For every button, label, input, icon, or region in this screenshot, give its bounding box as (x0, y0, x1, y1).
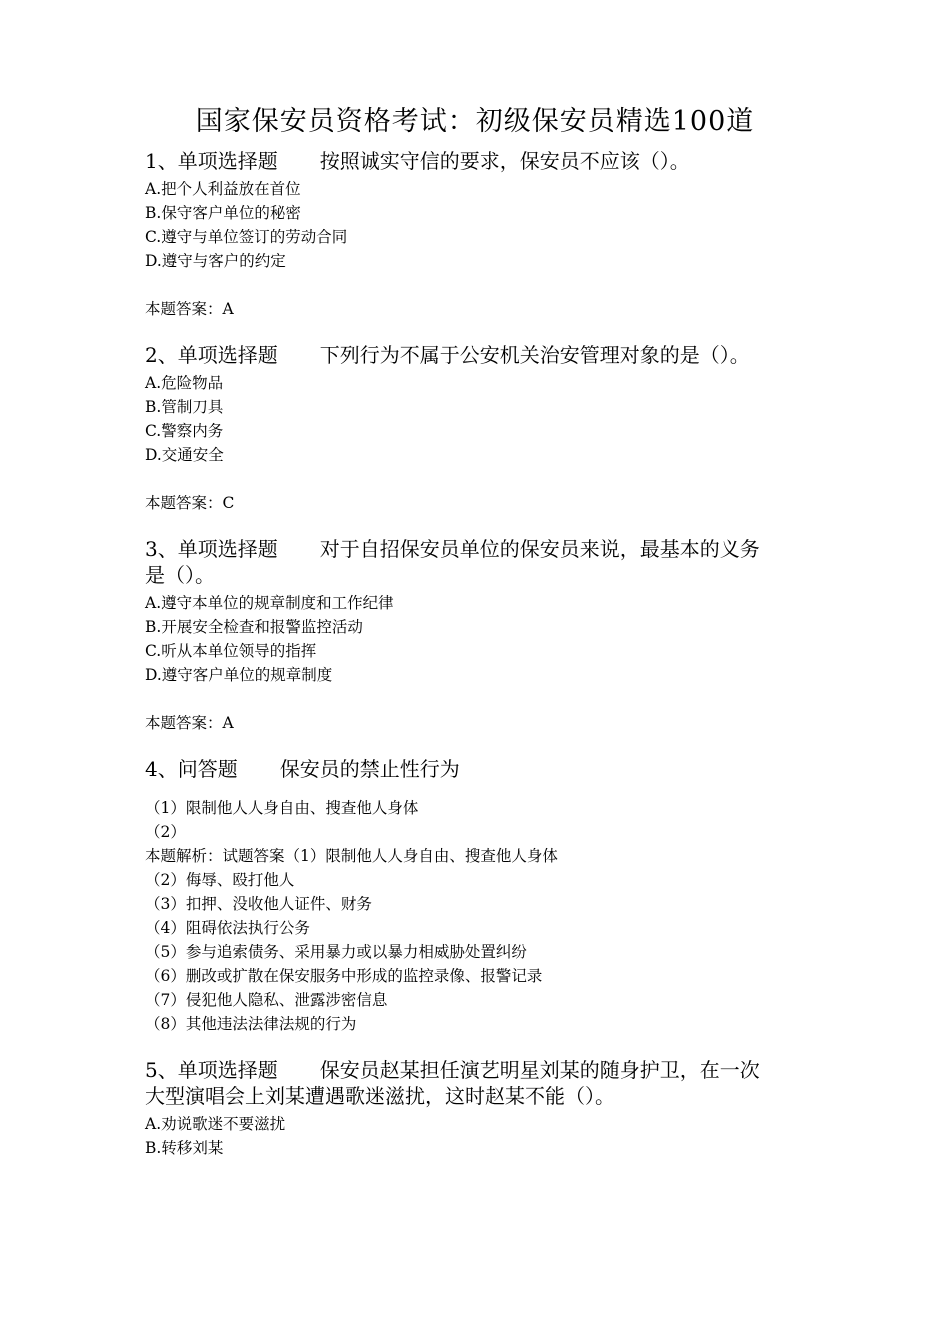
explanation-line: （2） (145, 823, 186, 841)
answer-text: 本题答案：A (145, 300, 234, 318)
question-number: 4、 (145, 757, 178, 781)
option-list (145, 591, 810, 687)
question-text-continued: 是（）。 (145, 563, 215, 587)
option-list (145, 371, 810, 467)
option-a: A.把个人利益放在首位 (145, 180, 301, 198)
question-type: 单项选择题 (177, 343, 278, 367)
answer-text: 本题答案：A (145, 714, 234, 732)
question-1 (145, 148, 810, 321)
option-list (145, 177, 810, 273)
question-heading (145, 756, 810, 782)
option-a: A.遵守本单位的规章制度和工作纪律 (145, 594, 394, 612)
option-a: A.危险物品 (145, 374, 224, 392)
question-heading (145, 148, 810, 174)
answer-explanation (145, 796, 810, 1036)
question-list (145, 148, 810, 1160)
question-text: 下列行为不属于公安机关治安管理对象的是（）。 (319, 343, 750, 367)
answer-text: 本题答案：C (145, 494, 235, 512)
question-text: 保安员赵某担任演艺明星刘某的随身护卫，在一次 (319, 1058, 760, 1082)
question-text: 保安员的禁止性行为 (279, 757, 460, 781)
question-text-continued: 大型演唱会上刘某遭遇歌迷滋扰，这时赵某不能（）。 (145, 1084, 615, 1108)
option-b: B.管制刀具 (145, 398, 224, 416)
question-2 (145, 342, 810, 515)
question-5 (145, 1057, 810, 1160)
option-c: C.遵守与单位签订的劳动合同 (145, 228, 348, 246)
explanation-line: （7）侵犯他人隐私、泄露涉密信息 (145, 991, 388, 1009)
question-4 (145, 756, 810, 1036)
option-c: C.听从本单位领导的指挥 (145, 642, 317, 660)
explanation-line: 本题解析：试题答案（1）限制他人人身自由、搜查他人身体 (145, 847, 558, 865)
option-b: B.保守客户单位的秘密 (145, 204, 301, 222)
option-c: C.警察内务 (145, 422, 224, 440)
document-title: 国家保安员资格考试：初级保安员精选100道 (195, 106, 755, 137)
explanation-line: （8）其他违法法律法规的行为 (145, 1015, 357, 1033)
explanation-line: （1）限制他人人身自由、搜查他人身体 (145, 799, 419, 817)
question-number: 5、 (145, 1058, 178, 1082)
option-d: D.交通安全 (145, 446, 224, 464)
option-b: B.转移刘某 (145, 1139, 224, 1157)
question-type: 问答题 (177, 757, 238, 781)
question-number: 1、 (145, 149, 178, 173)
question-heading (145, 342, 810, 368)
question-type: 单项选择题 (177, 149, 278, 173)
option-a: A.劝说歌迷不要滋扰 (145, 1115, 286, 1133)
explanation-line: （3）扣押、没收他人证件、财务 (145, 895, 372, 913)
explanation-line: （6）删改或扩散在保安服务中形成的监控录像、报警记录 (145, 967, 543, 985)
option-list (145, 1112, 810, 1160)
question-3 (145, 536, 810, 735)
explanation-line: （2）侮辱、殴打他人 (145, 871, 295, 889)
question-heading (145, 1057, 810, 1083)
question-text: 对于自招保安员单位的保安员来说，最基本的义务 (319, 537, 760, 561)
explanation-line: （4）阻碍依法执行公务 (145, 919, 310, 937)
question-type: 单项选择题 (177, 1058, 278, 1082)
option-d: D.遵守客户单位的规章制度 (145, 666, 333, 684)
question-number: 2、 (145, 343, 178, 367)
question-heading (145, 536, 810, 562)
option-d: D.遵守与客户的约定 (145, 252, 286, 270)
question-text: 按照诚实守信的要求，保安员不应该（）。 (319, 149, 690, 173)
question-type: 单项选择题 (177, 537, 278, 561)
option-b: B.开展安全检查和报警监控活动 (145, 618, 363, 636)
explanation-line: （5）参与追索债务、采用暴力或以暴力相威胁处置纠纷 (145, 943, 527, 961)
question-number: 3、 (145, 537, 178, 561)
